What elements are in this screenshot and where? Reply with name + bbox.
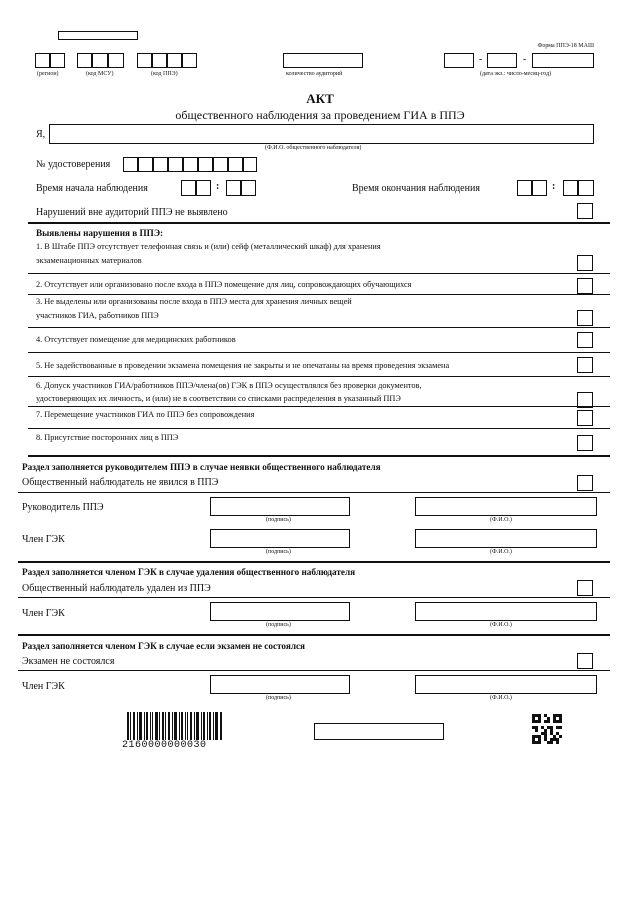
gek-member-label: Член ГЭК: [22, 534, 65, 545]
auditorium-caption: количество аудиторий: [286, 71, 343, 77]
section-cancelled-heading: Раздел заполняется членом ГЭК в случае если экзамен не состоялся: [22, 641, 306, 651]
signature-caption: (подпись): [266, 517, 291, 523]
divider: [28, 294, 610, 295]
signature-caption: (подпись): [266, 622, 291, 628]
observer-removed-checkbox[interactable]: [577, 580, 593, 596]
date-separator-1: -: [479, 54, 483, 65]
title-sub: общественного наблюдения за проведением ГИА в ППЭ: [175, 108, 465, 122]
gek-member-label: Член ГЭК: [22, 608, 65, 619]
violation-item-3-line1: 3. Не выделены или организованы после входа в ППЭ места для хранения личных вещей: [36, 297, 352, 306]
divider: [28, 222, 610, 224]
exam-cancelled-checkbox[interactable]: [577, 653, 593, 669]
gek-member-signature-field[interactable]: [210, 675, 350, 694]
start-time-separator: :: [216, 181, 220, 192]
violation-7-checkbox[interactable]: [577, 410, 593, 426]
end-time-separator: :: [552, 181, 556, 192]
observer-prefix: Я,: [36, 129, 46, 140]
date-caption: (дата экз.: число-месяц-год): [480, 71, 552, 77]
start-time-label: Время начала наблюдения: [36, 183, 148, 194]
divider: [18, 597, 610, 598]
violations-heading: Выявлены нарушения в ППЭ:: [36, 228, 164, 238]
msu-caption: (код МСУ): [86, 71, 114, 77]
divider: [28, 273, 610, 274]
observer-removed-label: Общественный наблюдатель удален из ППЭ: [22, 583, 211, 594]
divider: [18, 634, 610, 636]
top-left-field[interactable]: [58, 31, 138, 40]
ppe-head-fio-field[interactable]: [415, 497, 597, 516]
barcode-number: 2160000000030: [122, 740, 207, 751]
divider: [28, 352, 610, 353]
section-removed-heading: Раздел заполняется членом ГЭК в случае удаления общественного наблюдателя: [22, 567, 356, 577]
violation-8-checkbox[interactable]: [577, 435, 593, 451]
gek-member-label: Член ГЭК: [22, 681, 65, 692]
exam-cancelled-label: Экзамен не состоялся: [22, 656, 115, 667]
violation-3-checkbox[interactable]: [577, 310, 593, 326]
divider: [28, 428, 610, 429]
qr-code-icon: [532, 714, 562, 744]
divider: [28, 376, 610, 377]
violation-item-8-line1: 8. Присутствие посторонних лиц в ППЭ: [36, 433, 179, 442]
certificate-label: № удостоверения: [36, 159, 111, 170]
fio-caption: (Ф.И.О.): [490, 695, 512, 701]
violation-5-checkbox[interactable]: [577, 357, 593, 373]
barcode-icon: [127, 712, 223, 740]
divider: [28, 327, 610, 328]
fio-caption: (Ф.И.О.): [490, 517, 512, 523]
divider: [18, 561, 610, 563]
divider: [18, 492, 610, 493]
signature-caption: (подпись): [266, 549, 291, 555]
observer-absent-label: Общественный наблюдатель не явился в ППЭ: [22, 477, 219, 488]
violation-item-2-line1: 2. Отсутствует или организовано после входа в ППЭ помещение для лиц, сопровождающих обучающихся: [36, 280, 412, 289]
violation-2-checkbox[interactable]: [577, 278, 593, 294]
violation-4-checkbox[interactable]: [577, 332, 593, 348]
end-time-label: Время окончания наблюдения: [352, 183, 480, 194]
date-year-field[interactable]: [532, 53, 594, 68]
gek-member-signature-field[interactable]: [210, 529, 350, 548]
date-day-field[interactable]: [444, 53, 474, 68]
divider: [28, 455, 610, 457]
ppe-head-signature-field[interactable]: [210, 497, 350, 516]
violation-item-1-line2: экзаменационных материалов: [36, 256, 142, 265]
title-main: АКТ: [306, 91, 334, 106]
violation-item-3-line2: участников ГИА, работников ППЭ: [36, 311, 159, 320]
observer-absent-checkbox[interactable]: [577, 475, 593, 491]
gek-member-fio-field[interactable]: [415, 602, 597, 621]
auditorium-count-field[interactable]: [283, 53, 363, 68]
ppe-head-label: Руководитель ППЭ: [22, 502, 104, 513]
section-absent-heading: Раздел заполняется руководителем ППЭ в случае неявки общественного наблюдателя: [22, 462, 381, 472]
violation-1-checkbox[interactable]: [577, 255, 593, 271]
violation-item-6-line1: 6. Допуск участников ГИА/работников ППЭ/члена(ов) ГЭК в ППЭ осуществлялся без проверки документов,: [36, 381, 422, 390]
gek-member-fio-field[interactable]: [415, 529, 597, 548]
no-violations-label: Нарушений вне аудиторий ППЭ не выявлено: [36, 207, 228, 218]
violation-item-1-line1: 1. В Штабе ППЭ отсутствует телефонная связь и (или) сейф (металлический шкаф) для хранения: [36, 242, 381, 251]
observer-name-field[interactable]: [49, 124, 594, 144]
date-month-field[interactable]: [487, 53, 517, 68]
divider: [18, 670, 610, 671]
fio-caption: (Ф.И.О.): [490, 549, 512, 555]
region-caption: (регион): [37, 71, 59, 77]
divider: [28, 406, 610, 407]
no-violations-checkbox[interactable]: [577, 203, 593, 219]
date-separator-2: -: [523, 54, 527, 65]
observer-name-caption: (Ф.И.О. общественного наблюдателя): [265, 145, 362, 151]
violation-item-6-line2: удостоверяющих их личность, и (или) не в соответствии со списками распределения в указанный ППЭ: [36, 394, 401, 403]
form-code: Форма ППЭ-18 МАШ: [537, 43, 594, 49]
gek-member-fio-field[interactable]: [415, 675, 597, 694]
fio-caption: (Ф.И.О.): [490, 622, 512, 628]
bottom-field[interactable]: [314, 723, 444, 740]
violation-item-4-line1: 4. Отсутствует помещение для медицинских работников: [36, 335, 236, 344]
gek-member-signature-field[interactable]: [210, 602, 350, 621]
violation-item-7-line1: 7. Перемещение участников ГИА по ППЭ без сопровождения: [36, 410, 255, 419]
ppe-caption: (код ППЭ): [151, 71, 178, 77]
signature-caption: (подпись): [266, 695, 291, 701]
violation-item-5-line1: 5. Не задействованные в проведении экзамена помещения не закрыты и не опечатаны на время проведения экзамена: [36, 361, 450, 370]
